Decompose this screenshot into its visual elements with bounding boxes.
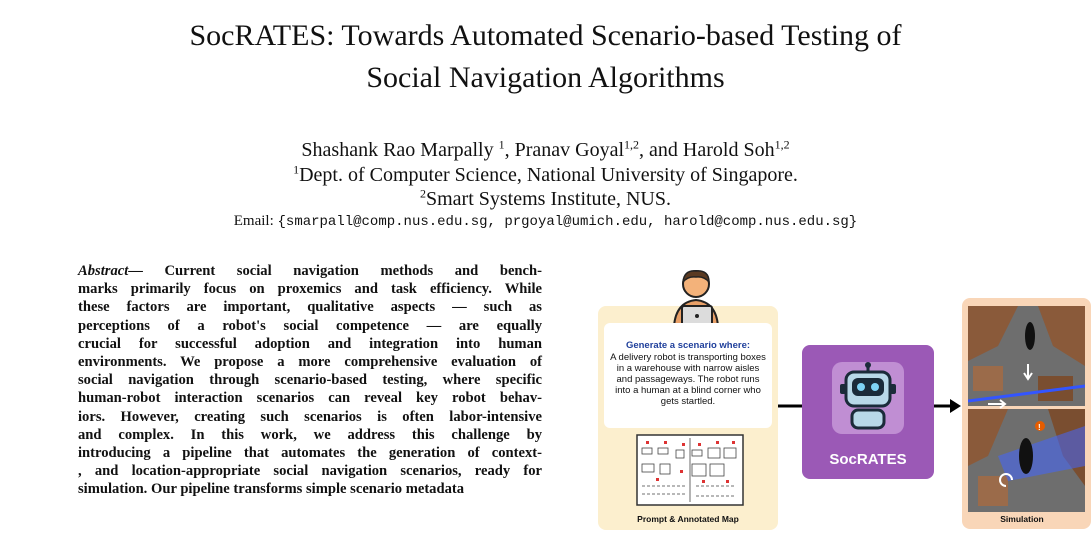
abstract-line: perceptions of a robot's social competence — are equally — [78, 317, 542, 334]
arxiv-side-stamp — [0, 250, 38, 540]
abstract-line: iors. However, creating such scenarios is often labor-intensive — [78, 408, 542, 425]
affil-text: Dept. of Computer Science, National University of Singapore. — [299, 164, 798, 186]
abstract — [78, 262, 542, 499]
author-affil-sup: 1 — [498, 137, 505, 152]
annotated-map-image — [636, 434, 744, 506]
abstract-line: and complex. In this work, we address this challenge by — [78, 426, 542, 443]
abstract-dash: — — [128, 263, 165, 279]
abstract-line — [78, 262, 542, 280]
abstract-line: environments. We propose a more comprehensive evaluation of — [78, 354, 542, 371]
author-affil-sup: 1,2 — [624, 137, 640, 152]
abstract-line: , and location-appropriate social navigation scenarios, ready for — [78, 463, 542, 480]
user-laptop-icon — [668, 268, 724, 326]
svg-text:!: ! — [1038, 423, 1041, 432]
email-addresses: {smarpall@comp.nus.edu.sg, prgoyal@umich.edu, harold@comp.nus.edu.sg} — [277, 214, 858, 230]
affiliation-1 — [0, 163, 1091, 187]
author-affil-sup: 1,2 — [774, 137, 790, 152]
author-name: and Harold Soh — [649, 139, 775, 161]
caption-left: Prompt & Annotated Map — [637, 514, 739, 524]
author-list: Shashank Rao Marpally $^1$, Pranav Goyal$^{1,2}$, and Harold Soh$^{1,2}$ — [301, 137, 790, 161]
abstract-line: introducing a pipeline that automates the generation of context- — [78, 445, 542, 462]
paper-title-line-2: Social Navigation Algorithms — [366, 61, 725, 94]
abstract-line: marks primarily focus on proxemics and task efficiency. While — [78, 281, 542, 298]
email-line — [0, 213, 1091, 230]
robot-icon — [826, 358, 910, 438]
simulation-image — [968, 306, 1085, 512]
affil-sup: 1 — [293, 162, 300, 177]
prompt-heading: Generate a scenario where: — [625, 340, 751, 351]
affil-sup: 2 — [419, 186, 426, 201]
author-name: Pranav Goyal — [514, 139, 625, 161]
affiliation-2 — [0, 187, 1091, 211]
abstract-label: Abstract — [78, 263, 129, 279]
abstract-line: social navigation through scenario-based testing, where specific — [78, 372, 542, 389]
affil-text: Smart Systems Institute, NUS. — [425, 188, 671, 210]
abstract-line: human-robot interaction scenarios can reveal key robot behav- — [78, 390, 542, 407]
prompt-body: A delivery robot is transporting boxes in a warehouse with narrow aisles and passageways. The robot runs into a human at a blind corner who gets startled. — [610, 352, 766, 407]
socrates-label: SocRATES — [829, 451, 907, 468]
prompt-bubble — [604, 323, 772, 428]
abstract-line: simulation. Our pipeline transforms simple scenario metadata — [78, 481, 465, 498]
figure-pipeline — [590, 268, 1091, 529]
email-label: Email: — [233, 213, 274, 229]
caption-right: Simulation — [1000, 514, 1044, 524]
abstract-line: crucial for successful adoption and integration into human — [78, 335, 542, 352]
author-name: Shashank Rao Marpally — [301, 139, 494, 161]
abstract-line: these factors are important, qualitative aspects — such as — [78, 299, 542, 316]
paper-title-line-1: SocRATES: Towards Automated Scenario-based Testing of — [189, 19, 902, 52]
abstract-text: Current social navigation methods and bench- — [164, 263, 542, 279]
